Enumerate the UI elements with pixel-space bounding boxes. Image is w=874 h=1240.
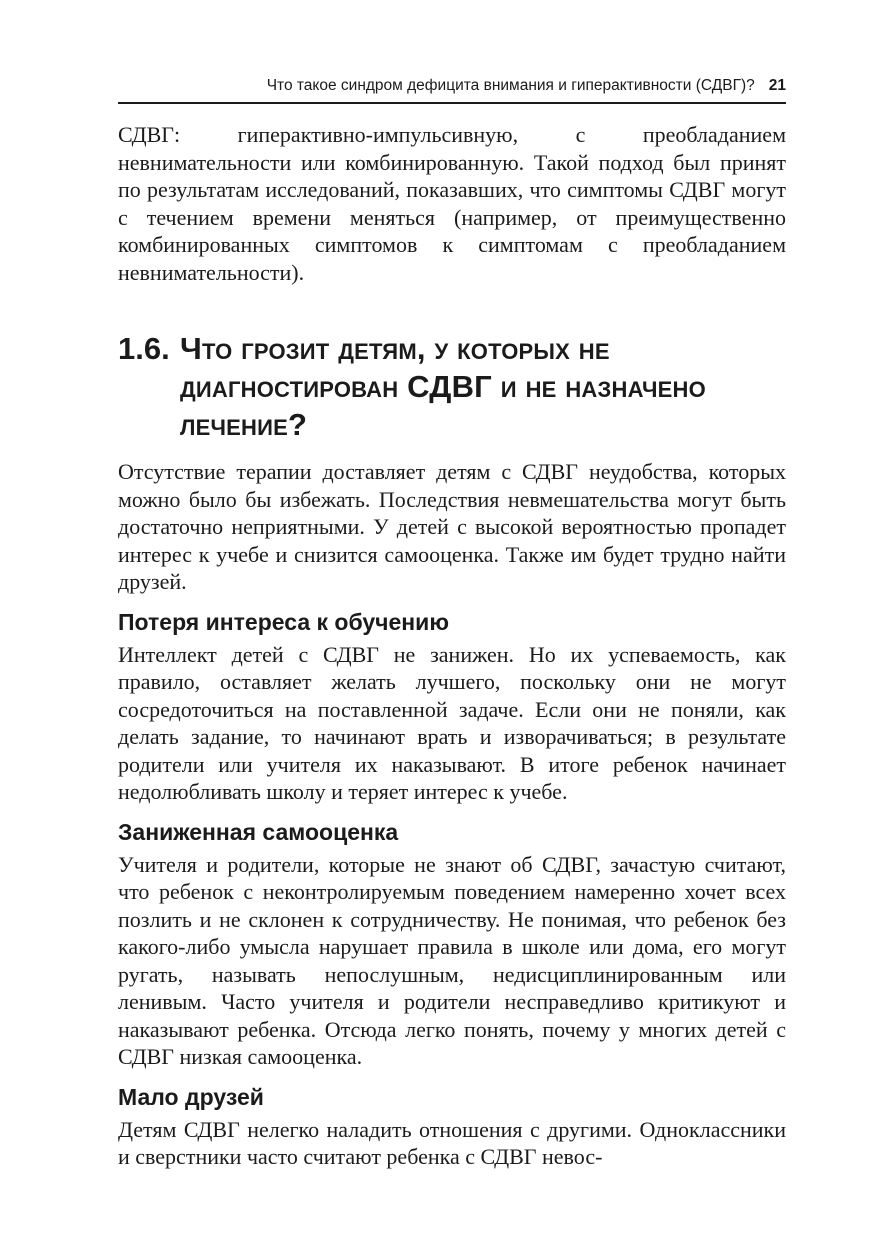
intro-paragraph: СДВГ: гиперактивно-импульсивную, с преобладанием невнимательности или комбинированную. Такой подход был принят по результатам исследований, показавших, что симптомы СДВГ могут с течением времени меняться (например, от преимущественно комбинированных симптомов к симптомам с преобладанием невнимательности). [118,122,786,285]
page-content [118,121,786,1171]
subsection-paragraph-friends: Детям СДВГ нелегко наладить отношения с другими. Одноклассники и сверстники часто считают ребенка с СДВГ невос- [118,1116,786,1169]
subsection-heading-friends: Мало друзей [118,1083,264,1110]
section-number: 1.6. [118,331,170,366]
subsection-paragraph-interest: Интеллект детей с СДВГ не занижен. Но их успеваемость, как правило, оставляет желать лучшего, поскольку они не могут сосредоточиться на поставленной задаче. Если они не поняли, как делать задание, то начинают врать и изворачиваться; в результате родители или учителя их наказывают. В итоге ребенок начинает недолюбливать школу и теряет интерес к учебе. [118,641,786,804]
section-heading [118,330,786,444]
running-header [118,74,786,104]
section-lead-paragraph: Отсутствие терапии доставляет детям с СДВГ неудобства, которых можно было бы избежать. Последствия невмешательства могут быть достаточно неприятными. У детей с высокой вероятностью пропадет интерес к учебе и снизится самооценка. Также им будет трудно найти друзей. [118,459,786,594]
running-header-title: Что такое синдром дефицита внимания и гиперактивности (СДВГ)? [266,77,755,94]
subsection-paragraph-self-esteem: Учителя и родители, которые не знают об СДВГ, зачастую считают, что ребенок с неконтролируемым поведением намеренно хочет всех позлить и не склонен к сотрудничеству. Не понимая, что ребенок без какого-либо умысла нарушает правила в школе или дома, его могут ругать, называть непослушным, недисциплинированным или ленивым. Часто учителя и родители несправедливо критикуют и наказывают ребенка. Отсюда легко понять, почему у многих детей с СДВГ низкая самооценка. [118,851,786,1069]
subsection-heading-self-esteem: Заниженная самооценка [118,818,399,845]
subsection-heading-interest: Потеря интереса к обучению [118,608,449,635]
page-number: 21 [768,77,786,94]
section-title: Что грозит детям, у которых не диагностирован СДВГ и не назначено лечение? [180,331,706,442]
